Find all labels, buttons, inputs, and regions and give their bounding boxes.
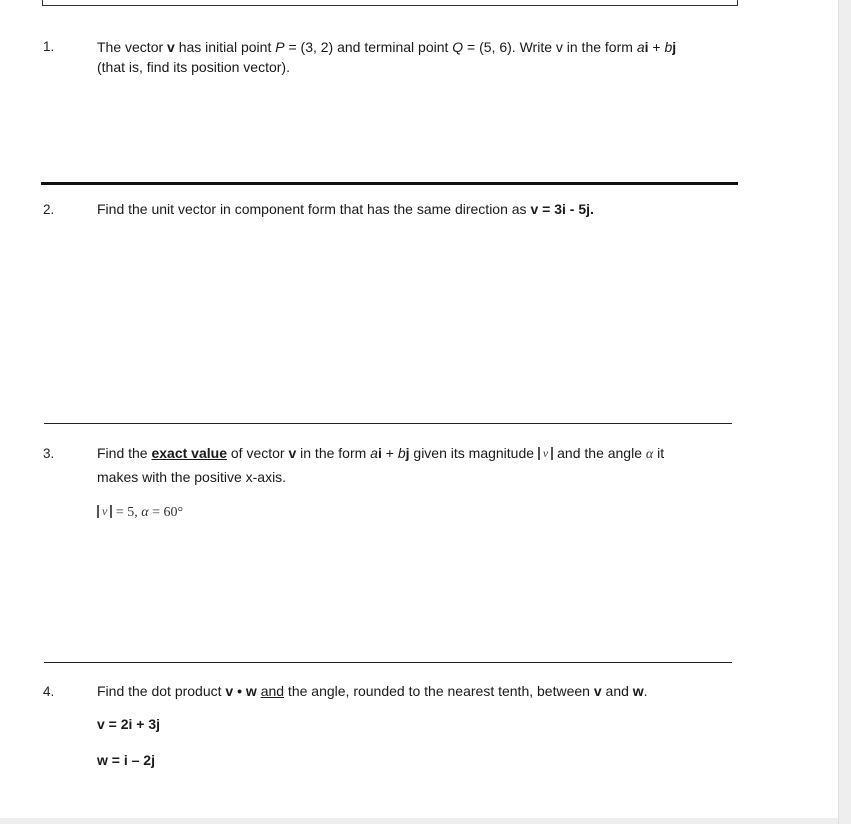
question-3-number: 3. — [43, 446, 55, 461]
vector-w-equation: w = i – 2j — [97, 752, 155, 768]
question-1-number: 1. — [43, 39, 55, 54]
question-3-equation: v = 5, α = 60° — [97, 505, 183, 521]
page-bottom-edge — [0, 818, 838, 824]
vector-v-equation: v = 2i + 3j — [97, 716, 161, 732]
question-2-text: Find the unit vector in component form that has the same direction as v = 3i - 5j. — [97, 201, 594, 217]
question-4-text: Find the dot product v • w and the angle, rounded to the nearest tenth, between v and w. — [97, 683, 648, 699]
magnitude-symbol: v — [538, 447, 553, 460]
alpha-symbol: α — [645, 447, 654, 462]
question-3-text-line2: makes with the positive x-axis. — [97, 469, 287, 485]
question-4-number: 4. — [43, 684, 55, 699]
divider-1 — [41, 182, 738, 185]
top-box-border — [42, 0, 738, 6]
question-1-text-line1: The vector v has initial point P = (3, 2) and terminal point Q = (5, 6). Write v in the form ai + bj — [97, 39, 677, 55]
divider-2 — [44, 423, 732, 424]
question-1-text-line2: (that is, find its position vector). — [97, 59, 290, 75]
question-2-number: 2. — [43, 202, 55, 217]
divider-3 — [44, 662, 732, 663]
question-3-text-line1: Find the exact value of vector v in the form ai + bj given its magnitude v and the angle α it — [97, 445, 665, 462]
page-right-edge — [838, 0, 851, 824]
